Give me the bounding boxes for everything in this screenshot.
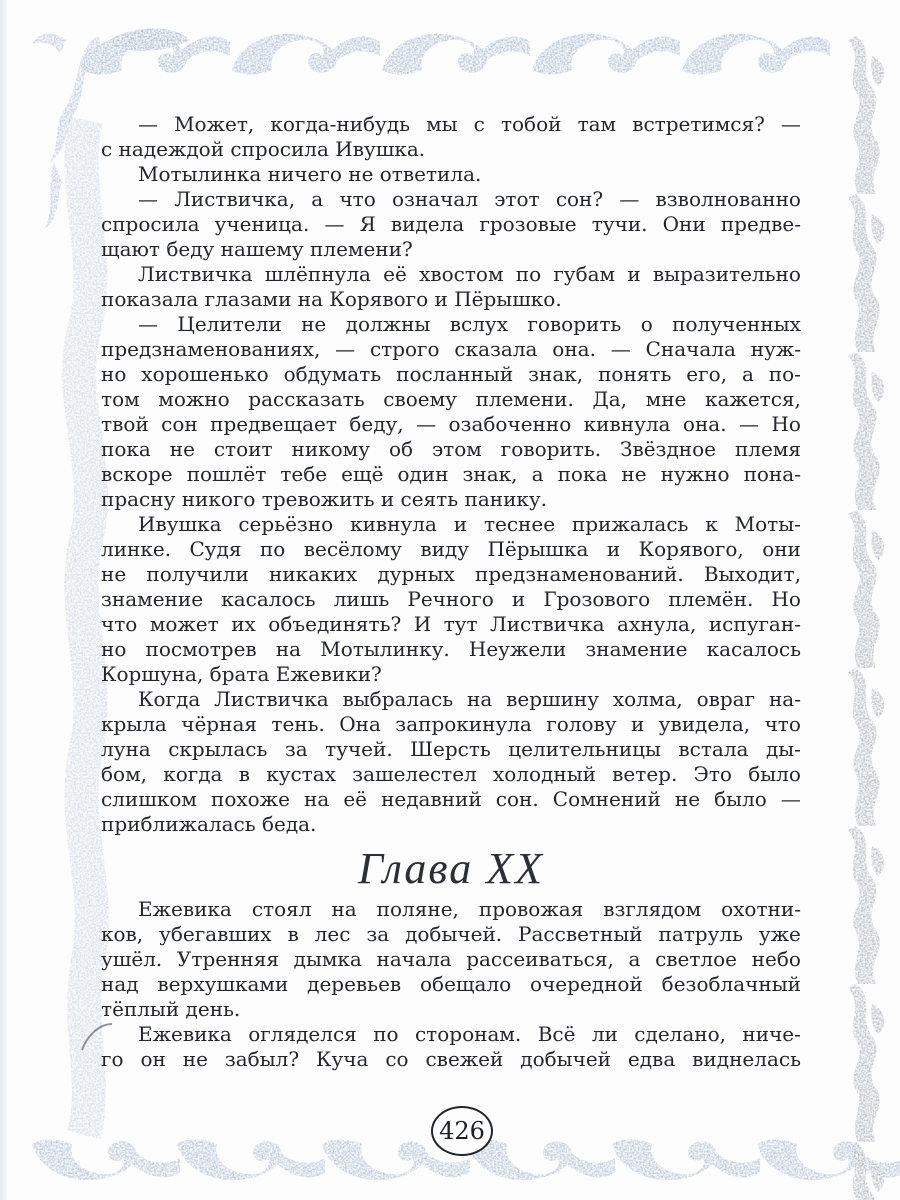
text-line: бом, когда в кустах зашелестел холодный ветер. Это было: [101, 762, 801, 786]
text-line: ков, убегавших в лес за добычей. Рассветный патруль уже: [101, 922, 801, 946]
text-line: показала глазами на Корявого и Пёрышко.: [101, 287, 562, 311]
text-line: Ежевика стоял на поляне, провожая взглядом охотни-: [138, 897, 801, 921]
text-line: не получили никаких дурных предзнаменований. Выходит,: [101, 562, 801, 586]
text-line: предзнаменованиях, — строго сказала она. — Сначала нуж-: [101, 337, 801, 361]
text-line: вскоре пошлёт тебе ещё один знак, а пока не нужно пона-: [101, 462, 801, 486]
text-line: спросила ученица. — Я видела грозовые тучи. Они предве-: [101, 212, 801, 236]
border-top-scrolls: [82, 28, 830, 74]
text-line: луна скрылась за тучей. Шерсть целительницы встала ды-: [101, 737, 801, 761]
page-number-badge: [431, 1106, 493, 1156]
text-line: Мотылинка ничего не ответила.: [138, 162, 482, 186]
section-before-heading: [101, 112, 801, 837]
paragraph: [101, 897, 801, 1022]
text-line: крыла чёрная тень. Она запрокинула голову и увидела, что: [101, 712, 801, 736]
text-line: что может их объединять? И тут Листвичка ахнула, испуган-: [101, 612, 801, 636]
text-line: над верхушками деревьев обещало очередной безоблачный: [101, 972, 801, 996]
text-line: — Целители не должны вслух говорить о полученных: [138, 312, 801, 336]
paragraph: [101, 162, 801, 187]
section-after-heading: [101, 897, 801, 1072]
paragraph: [101, 187, 801, 262]
page-number: 426: [439, 1117, 485, 1145]
paragraph: [101, 687, 801, 837]
border-right-band: [848, 36, 884, 1200]
text-line: с надеждой спросила Ивушка.: [101, 137, 426, 161]
text-line: том можно рассказать своему племени. Да, мне кажется,: [101, 387, 801, 411]
text-line: Листвичка шлёпнула её хвостом по губам и выразительно: [138, 262, 801, 286]
paragraph: [101, 262, 801, 312]
text-line: но хорошенько обдумать посланный знак, понять его, а по-: [101, 362, 801, 386]
text-line: Коршуна, брата Ежевики?: [101, 662, 382, 686]
text-line: — Может, когда-нибудь мы с тобой там встретимся? —: [138, 112, 801, 136]
text-line: знамение касалось лишь Речного и Грозового племён. Но: [101, 587, 801, 611]
paragraph: [101, 512, 801, 687]
text-line: прасну никого тревожить и сеять панику.: [101, 487, 548, 511]
text-line: Ивушка серьёзно кивнула и теснее прижалась к Моты-: [138, 512, 801, 536]
paragraph: [101, 1022, 801, 1072]
text-line: ушёл. Утренняя дымка начала рассеиваться, а светлое небо: [101, 947, 801, 971]
text-line: Когда Листвичка выбралась на вершину холма, овраг на-: [138, 687, 801, 711]
text-line: приближалась беда.: [101, 812, 317, 836]
text-line: слишком похоже на её недавний сон. Сомнений не было —: [101, 787, 801, 811]
paragraph: [101, 112, 801, 162]
border-left-band: [79, 120, 92, 1135]
chapter-heading: Глава XX: [358, 844, 544, 893]
text-line: Ежевика огляделся по сторонам. Всё ли сделано, ниче-: [138, 1022, 801, 1046]
page-text: [101, 112, 801, 1072]
text-line: тёплый день.: [101, 997, 241, 1021]
text-line: — Листвичка, а что означал этот сон? — взволнованно: [138, 187, 801, 211]
text-line: линке. Судя по весёлому виду Пёрышка и Корявого, они: [101, 537, 801, 561]
text-line: но посмотрев на Мотылинку. Неужели знамение касалось: [101, 637, 801, 661]
text-line: твой сон предвещает беду, — озабоченно кивнула она. — Но: [101, 412, 801, 436]
text-line: пока не стоит никому об этом говорить. Звёздное племя: [101, 437, 801, 461]
text-line: щают беду нашему племени?: [101, 237, 413, 261]
paragraph: [101, 312, 801, 512]
text-line: го он не забыл? Куча со свежей добычей едва виднелась: [101, 1047, 801, 1071]
